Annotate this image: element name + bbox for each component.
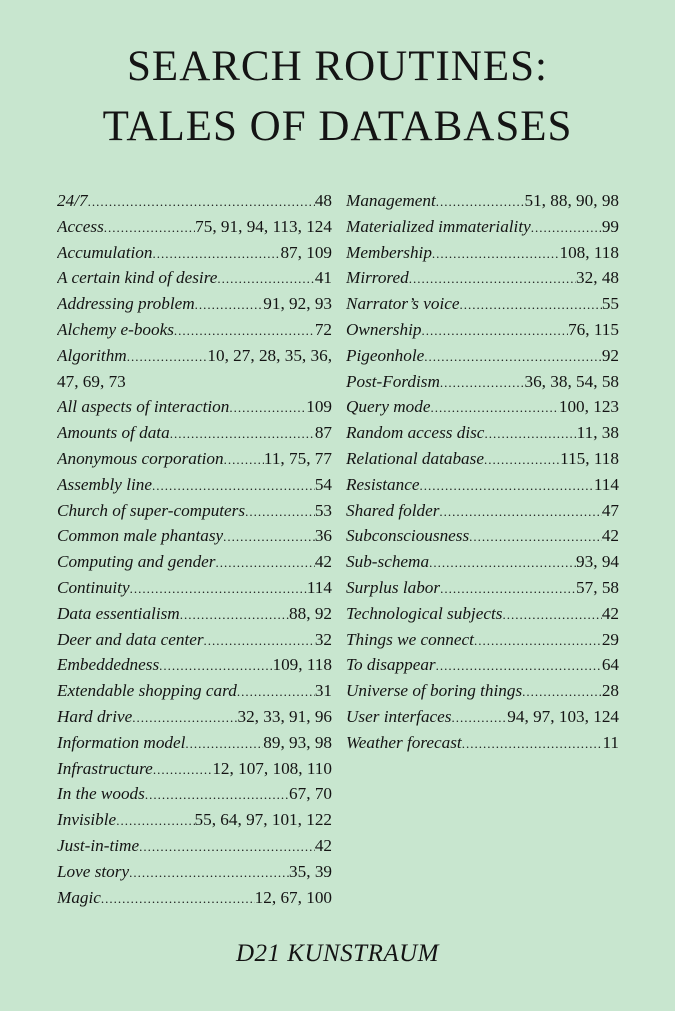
index-pages: 87, 109	[280, 242, 332, 262]
dot-leader	[88, 189, 315, 214]
index-entry	[57, 265, 332, 291]
index-pages: 10, 27, 28, 35, 36,	[207, 345, 332, 365]
index-entry	[57, 523, 332, 549]
dot-leader	[180, 602, 289, 627]
index-term: Continuity	[57, 577, 130, 597]
index-entry	[57, 472, 332, 498]
title-line-1: SEARCH ROUTINES:	[127, 43, 548, 90]
index-pages: 93, 94	[576, 552, 619, 572]
index-pages: 55	[601, 294, 619, 314]
index-entry	[346, 472, 619, 498]
dot-leader	[484, 421, 576, 446]
index-pages: 11, 75, 77	[263, 448, 332, 468]
index-term: Just-in-time	[57, 835, 140, 855]
index-entry	[57, 652, 332, 678]
dot-leader	[432, 241, 560, 266]
index-entry	[57, 420, 332, 446]
index-term: Access	[57, 216, 104, 236]
index-term: Mirrored	[346, 268, 409, 288]
dot-leader	[484, 447, 560, 472]
index-term: Universe of boring things	[346, 681, 523, 701]
index-column-left	[57, 188, 332, 910]
title-line-2: TALES OF DATABASES	[102, 103, 573, 150]
dot-leader	[216, 550, 315, 575]
index-pages: 11	[602, 732, 619, 752]
dot-leader	[436, 653, 602, 678]
dot-leader	[139, 834, 315, 859]
index-term: Subconsciousness	[346, 526, 470, 546]
dot-leader	[424, 344, 602, 369]
index-entry	[57, 704, 332, 730]
index-pages: 47	[601, 500, 619, 520]
index-entry	[57, 833, 332, 859]
index-pages: 35, 39	[289, 861, 332, 881]
index-pages: 54	[314, 474, 332, 494]
index-entry	[57, 498, 332, 524]
index-term: Magic	[57, 887, 101, 907]
index-entry	[57, 240, 332, 266]
dot-leader	[204, 628, 315, 653]
index-term: Ownership	[346, 319, 422, 339]
dot-leader	[436, 189, 525, 214]
index-pages: 12, 107, 108, 110	[212, 758, 332, 778]
dot-leader	[185, 731, 263, 756]
index-pages: 100, 123	[558, 397, 619, 417]
dot-leader	[223, 524, 315, 549]
index-term: Addressing problem	[57, 294, 195, 314]
index-pages-continued: 47, 69, 73	[57, 371, 126, 391]
index-entry	[57, 343, 332, 395]
index-term: Infrastructure	[57, 758, 153, 778]
dot-leader	[153, 757, 213, 782]
index-term: Accumulation	[57, 242, 153, 262]
dot-leader	[474, 628, 602, 653]
index-entry	[57, 678, 332, 704]
dot-leader	[224, 447, 264, 472]
index-entry	[57, 601, 332, 627]
index-entry	[346, 678, 619, 704]
index-term: Common male phantasy	[57, 526, 224, 546]
index-entry	[346, 652, 619, 678]
index-pages: 109, 118	[272, 655, 332, 675]
index-entry	[346, 601, 619, 627]
index-term: Weather forecast	[346, 732, 462, 752]
index-pages: 89, 93, 98	[263, 732, 332, 752]
index-term: Information model	[57, 732, 186, 752]
dot-leader	[229, 395, 306, 420]
index-term: Post-Fordism	[346, 371, 440, 391]
index-term: All aspects of interaction	[57, 397, 230, 417]
index-pages: 57, 58	[576, 577, 619, 597]
index-entry	[57, 394, 332, 420]
dot-leader	[469, 524, 602, 549]
index-pages: 36, 38, 54, 58	[524, 371, 619, 391]
index-entry	[57, 807, 332, 833]
index-entry	[346, 317, 619, 343]
index-entry	[346, 420, 619, 446]
index-pages: 76, 115	[568, 319, 619, 339]
index-term: Deer and data center	[57, 629, 204, 649]
dot-leader	[459, 292, 601, 317]
index-pages: 42	[601, 526, 619, 546]
index-term: Resistance	[346, 474, 420, 494]
index-term: Hard drive	[57, 706, 133, 726]
index-entry	[57, 627, 332, 653]
index-term: Data essentialism	[57, 603, 180, 623]
index-term: Query mode	[346, 397, 431, 417]
dot-leader	[116, 808, 194, 833]
index-term: Pigeonhole	[346, 345, 425, 365]
index-pages: 64	[601, 655, 619, 675]
dot-leader	[531, 215, 602, 240]
dot-leader	[127, 344, 208, 369]
dot-leader	[152, 473, 315, 498]
dot-leader	[430, 395, 558, 420]
dot-leader	[217, 266, 314, 291]
index-pages: 88, 92	[289, 603, 332, 623]
index-term: Narrator’s voice	[346, 294, 460, 314]
dot-leader	[420, 473, 594, 498]
index-term: Extendable shopping card	[57, 681, 237, 701]
index-entry	[346, 730, 619, 756]
index-entry	[346, 369, 619, 395]
dot-leader	[440, 370, 525, 395]
dot-leader	[462, 731, 603, 756]
index-pages: 109	[306, 397, 332, 417]
index-term: To disappear	[346, 655, 436, 675]
index-entry	[57, 188, 332, 214]
index-pages: 11, 38	[576, 423, 619, 443]
index-pages: 42	[314, 835, 332, 855]
index-entry	[346, 214, 619, 240]
index-entry	[57, 549, 332, 575]
index-term: User interfaces	[346, 706, 452, 726]
dot-leader	[159, 653, 272, 678]
index-pages: 42	[601, 603, 619, 623]
index-entry	[57, 756, 332, 782]
index-term: Anonymous corporation	[57, 448, 224, 468]
index-pages: 41	[314, 268, 332, 288]
index-term: 24/7	[57, 191, 88, 210]
index-pages: 72	[314, 319, 332, 339]
dot-leader	[429, 550, 576, 575]
dot-leader	[440, 576, 576, 601]
index-entry	[57, 446, 332, 472]
index-term: Technological subjects	[346, 603, 503, 623]
index-pages: 55, 64, 97, 101, 122	[194, 810, 332, 830]
dot-leader	[170, 421, 315, 446]
index-term: Shared folder	[346, 500, 440, 520]
index-entry	[346, 394, 619, 420]
dot-leader	[439, 499, 601, 524]
index-entry	[57, 575, 332, 601]
index-entry	[346, 188, 619, 214]
index-pages: 94, 97, 103, 124	[507, 706, 619, 726]
index-pages: 114	[306, 577, 332, 597]
index-term: Membership	[346, 242, 432, 262]
publisher-name: D21 KUNSTRAUM	[235, 940, 440, 967]
index-term: Love story	[57, 861, 130, 881]
index-pages: 75, 91, 94, 113, 124	[195, 216, 332, 236]
index-entry	[346, 343, 619, 369]
index-pages: 32	[314, 629, 332, 649]
index-pages: 32, 33, 91, 96	[237, 706, 332, 726]
index-pages: 42	[314, 552, 332, 572]
index-pages: 53	[314, 500, 332, 520]
index-entry	[346, 704, 619, 730]
index-pages: 32, 48	[576, 268, 619, 288]
index-pages: 51, 88, 90, 98	[524, 191, 619, 210]
index-pages: 99	[601, 216, 619, 236]
dot-leader	[101, 886, 255, 911]
index-pages: 87	[314, 423, 332, 443]
index-term: Amounts of data	[57, 423, 170, 443]
index-pages: 29	[601, 629, 619, 649]
index-term: Assembly line	[57, 474, 152, 494]
index-pages: 92	[601, 345, 619, 365]
index-term: Relational database	[346, 448, 484, 468]
index-entry	[57, 859, 332, 885]
index-pages: 91, 92, 93	[263, 294, 332, 314]
index-pages: 12, 67, 100	[254, 887, 332, 907]
index-pages: 31	[314, 681, 332, 701]
index-entry	[346, 291, 619, 317]
dot-leader	[421, 318, 568, 343]
index-term: In the woods	[57, 784, 145, 804]
index-term: Management	[346, 191, 436, 210]
index-pages: 48	[314, 191, 332, 210]
index-term: Surplus labor	[346, 577, 441, 597]
index-pages: 28	[601, 681, 619, 701]
index-entry	[346, 549, 619, 575]
index-entry	[346, 498, 619, 524]
index-entry	[346, 240, 619, 266]
dot-leader	[502, 602, 601, 627]
index-column-right	[346, 188, 619, 756]
dot-leader	[195, 292, 264, 317]
dot-leader	[174, 318, 315, 343]
index-entry	[57, 781, 332, 807]
index-term: Invisible	[57, 810, 117, 830]
index-pages: 114	[593, 474, 619, 494]
index-entry	[57, 730, 332, 756]
dot-leader	[130, 576, 307, 601]
dot-leader	[245, 499, 315, 524]
index-entry	[57, 317, 332, 343]
index-term: A certain kind of desire	[57, 268, 218, 288]
index-entry	[346, 265, 619, 291]
index-term: Sub-schema	[346, 552, 430, 572]
index-term: Alchemy e-books	[57, 319, 174, 339]
dot-leader	[522, 679, 602, 704]
index-term: Embeddedness	[57, 655, 160, 675]
dot-leader	[145, 782, 289, 807]
index-term: Things we connect	[346, 629, 474, 649]
index-entry	[346, 575, 619, 601]
index-term: Random access disc	[346, 423, 485, 443]
index-pages: 115, 118	[560, 448, 619, 468]
index-pages: 36	[314, 526, 332, 546]
index-entry	[346, 627, 619, 653]
dot-leader	[132, 705, 237, 730]
index-entry	[57, 291, 332, 317]
dot-leader	[409, 266, 576, 291]
dot-leader	[152, 241, 280, 266]
index-pages: 67, 70	[289, 784, 332, 804]
index-term: Algorithm	[57, 345, 127, 365]
index-entry	[57, 885, 332, 911]
index-entry	[346, 523, 619, 549]
index-term: Church of super-computers	[57, 500, 246, 520]
dot-leader	[452, 705, 508, 730]
dot-leader	[104, 215, 195, 240]
index-term: Materialized immateriality	[346, 216, 531, 236]
index-entry	[57, 214, 332, 240]
index-entry	[346, 446, 619, 472]
dot-leader	[237, 679, 315, 704]
index-pages: 108, 118	[559, 242, 619, 262]
dot-leader	[129, 860, 289, 885]
index-term: Computing and gender	[57, 552, 216, 572]
